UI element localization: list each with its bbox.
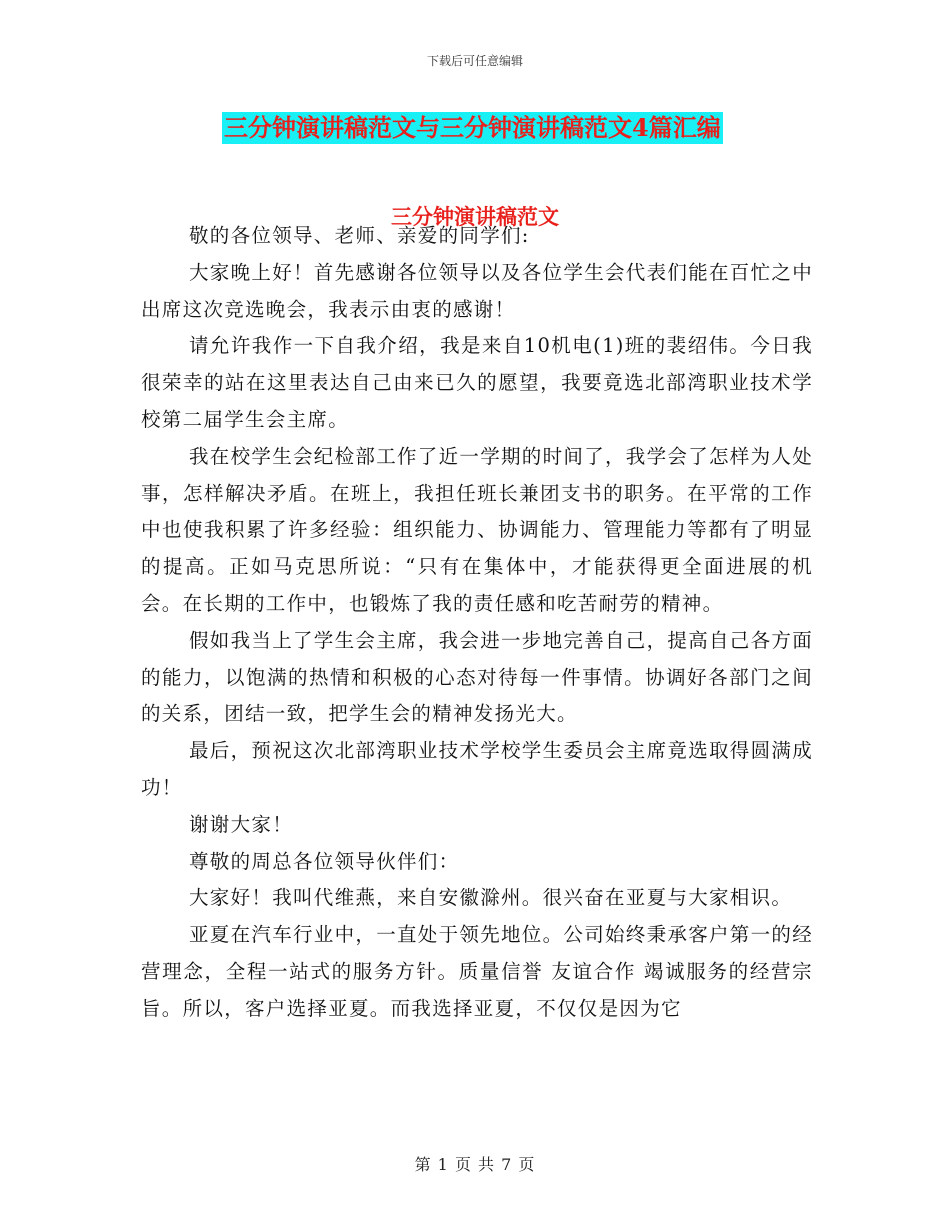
paragraph: 请允许我作一下自我介绍，我是来自10机电(1)班的裴绍伟。今日我很荣幸的站在这里表达自己由来已久的愿望，我要竟选北部湾职业技术学校第二届学生会主席。 — [141, 334, 813, 431]
paragraph: 大家好！我叫代维燕，来自安徽滁州。很兴奋在亚夏与大家相识。 — [189, 886, 793, 910]
paragraph: 假如我当上了学生会主席，我会进一步地完善自己，提高自己各方面的能力，以饱满的热情和积极的心态对待每一件事情。协调好各部门之间的关系，团结一致，把学生会的精神发扬光大。 — [141, 628, 814, 726]
page-header-note: 下载后可任意编辑 — [426, 54, 523, 68]
current-page-number: 1 — [437, 1155, 449, 1174]
paragraph: 亚夏在汽车行业中，一直处于领先地位。公司始终秉承客户第一的经营理念，全程一站式的服务方针。质量信誉 友谊合作 竭诚服务的经营宗旨。所以，客户选择亚夏。而我选择亚夏，不仅仅是因为它 — [141, 923, 814, 1020]
paragraph: 尊敬的周总各位领导伙伴们： — [189, 849, 460, 873]
page-footer — [0, 1155, 950, 1175]
section-title: 三分钟演讲稿范文 — [391, 204, 559, 229]
page-label-prefix: 第 — [414, 1155, 432, 1174]
total-pages-number: 7 — [501, 1155, 513, 1174]
document-body — [141, 218, 813, 1028]
paragraph: 最后，预祝这次北部湾职业技术学校学生委员会主席竟选取得圆满成功！ — [141, 739, 814, 799]
paragraph: 敬的各位领导、老师、亲爱的同学们: — [189, 224, 530, 247]
paragraph: 谢谢大家！ — [189, 812, 294, 836]
page-label-suffix: 页 — [518, 1155, 536, 1174]
paragraph: 大家晚上好！首先感谢各位领导以及各位学生会代表们能在百忙之中出席这次竞选晚会，我表示由衷的感谢！ — [141, 260, 814, 321]
paragraph: 我在校学生会纪检部工作了近一学期的时间了，我学会了怎样为人处事，怎样解决矛盾。在班上，我担任班长兼团支书的职务。在平常的工作中也使我积累了许多经验：组织能力、协调能力、管理能力等都有了明显的提高。正如马克思所说：“只有在集体中，才能获得更全面进展的机会。在长期的工作中，也锻炼了我的责任感和吃苦耐劳的精神。 — [141, 444, 814, 615]
document-title: 三分钟演讲稿范文与三分钟演讲稿范文4篇汇编 — [224, 113, 721, 142]
page-label-mid: 页 共 — [454, 1155, 496, 1174]
